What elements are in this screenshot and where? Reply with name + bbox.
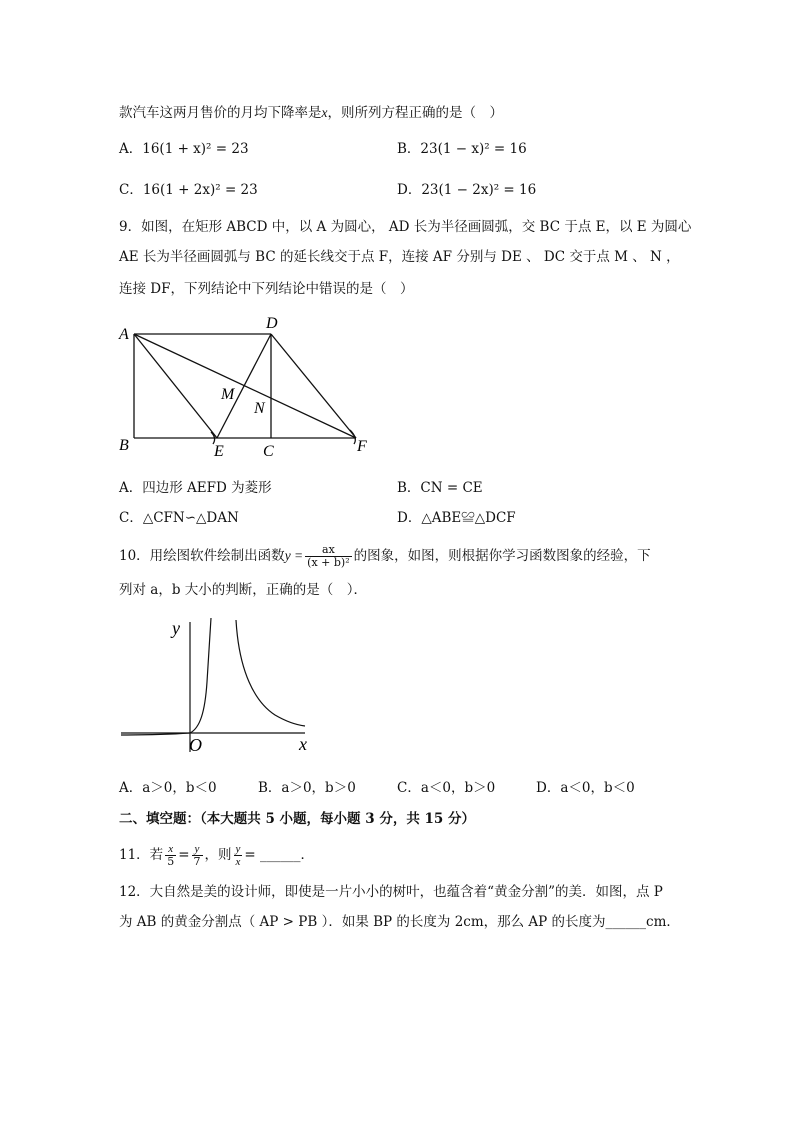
q9-option-d[interactable]: D．△ABE≌△DCF — [397, 510, 516, 526]
q9-stem-line3: 连接 DF，下列结论中下列结论中错误的是（ ） — [119, 281, 414, 297]
q11-answer-blank[interactable]: = ______． — [244, 847, 314, 863]
q10-func-denominator: (x + b)² — [307, 556, 350, 569]
q8-option-b[interactable]: B．23(1 − x)² = 16 — [397, 141, 527, 157]
label-a: A — [119, 326, 129, 343]
label-f: F — [357, 438, 367, 455]
label-c: C — [263, 443, 274, 460]
label-e: E — [214, 443, 224, 460]
label-m: M — [221, 386, 235, 403]
q12-stem-line1: 12．大自然是美的设计师，即使是一片小小的树叶，也蕴含着“黄金分割”的美．如图，点 P — [119, 884, 663, 900]
q11-stem: 11．若 $\frac{x}{5}$ = $\frac{y}{7}$ ，则 $\frac{y}{x}$ = ______． — [119, 843, 314, 868]
q9-option-c[interactable]: C．△CFN∽△DAN — [119, 510, 239, 526]
q8-option-c[interactable]: C．16(1 + 2x)² = 23 — [119, 182, 258, 198]
axis-label-x: x — [299, 734, 307, 754]
label-n: N — [254, 400, 265, 417]
q10-stem-line1: 10．用绘图软件绘制出函数y = $\frac{ax}{\text{(x + b)²}}$ 的图象，如图，则根据你学习函数图象的经验，下 — [119, 543, 651, 569]
q10-option-b[interactable]: B．a＞0，b＞0 — [258, 780, 356, 796]
q8-option-d[interactable]: D．23(1 − 2x)² = 16 — [397, 182, 537, 198]
q9-option-b[interactable]: B．CN = CE — [397, 480, 483, 496]
q10-func-numerator: ax — [305, 544, 351, 557]
q10-stem-line2: 列对 a，b 大小的判断，正确的是（ ）． — [119, 582, 368, 598]
q9-stem-line1: 9．如图，在矩形 ABCD 中，以 A 为圆心， AD 长为半径画圆弧，交 BC 于点 E，以 E 为圆心 — [119, 219, 692, 235]
q9-geometry-figure — [115, 312, 375, 462]
axis-label-origin: O — [189, 735, 202, 755]
q9-option-a[interactable]: A．四边形 AEFD 为菱形 — [119, 480, 272, 496]
q10-option-d[interactable]: D．a＜0，b＜0 — [536, 780, 635, 796]
q10-function-graph — [115, 612, 325, 757]
q8-option-a[interactable]: A．16(1 + x)² = 23 — [119, 141, 249, 157]
q9-stem-line2: AE 长为半径画圆弧与 BC 的延长线交于点 F，连接 AF 分别与 DE 、 DC 交于点 M 、 N ， — [119, 249, 680, 265]
q10-option-a[interactable]: A．a＞0，b＜0 — [119, 780, 217, 796]
q8-stem: 款汽车这两月售价的月均下降率是x，则所列方程正确的是（ ） — [119, 105, 503, 121]
q12-stem-line2: 为 AB 的黄金分割点（ AP > PB ）．如果 BP 的长度为 2cm，那么 AP 的长度为______cm． — [119, 914, 680, 930]
q10-option-c[interactable]: C．a＜0，b＞0 — [397, 780, 496, 796]
label-b: B — [119, 437, 129, 454]
axis-label-y: y — [172, 618, 180, 638]
label-d: D — [266, 315, 278, 332]
section-title-fill-in: 二、填空题：（本大题共 5 小题，每小题 3 分，共 15 分） — [119, 811, 476, 827]
